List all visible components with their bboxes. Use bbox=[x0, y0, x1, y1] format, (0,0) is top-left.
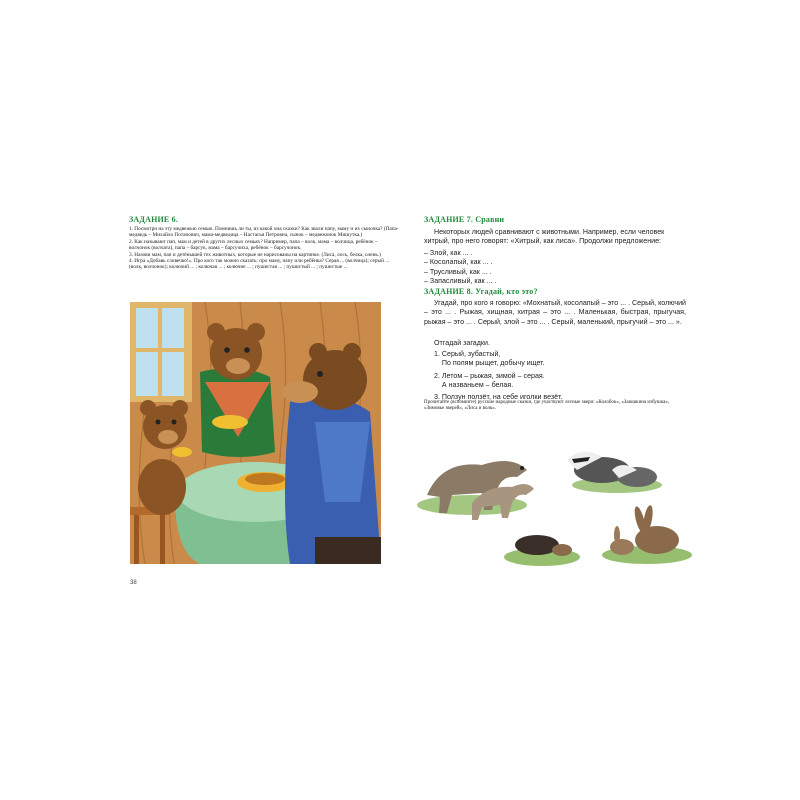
task6-paragraph-2: 2. Как называют пап, мам и детей в других лесных семьях? Например, папа – волк, мама – волчица, ребёнок – волчонок (волчата), папа – барсук, мама – барсучиха, ребёнок – барсучонок. bbox=[129, 238, 378, 252]
reading-note: Прочитайте (вспомните) русские народные сказки, где участвуют лесные звери: «Колобок», «Заюшкина избушка», «Зимовье зверей», «Лиса и волк». bbox=[424, 400, 670, 411]
riddle-line: 3. Ползун ползёт, на себе иголки везёт. bbox=[434, 393, 563, 402]
task8-text: Угадай, про кого я говорю: «Мохнатый, косолапый – это ... . Серый, колючий – это ... . Рыжая, хищная, хитрая – это ... . Маленькая, быстрая, прыгучая, рыжая – это ... . Серый, злой – это ... . Серый, маленький, прыгучий – это ... ». bbox=[424, 299, 686, 326]
task6-text bbox=[129, 226, 399, 271]
task7-list bbox=[424, 249, 497, 286]
right-page bbox=[412, 203, 697, 598]
task6-title: ЗАДАНИЕ 6. bbox=[129, 215, 179, 224]
book-spread bbox=[112, 203, 697, 598]
task6-paragraph-4: 4. Игра «Добавь словечко!». Про кого так можно сказать: про маму, папу или ребёнка? Серая ... (волчица); серый ... (волк, волчонок); колючий ... ; колючая ... ; колючие ... ; пушистая ... ; пушистый ... ; пушистые ... bbox=[129, 258, 390, 271]
page-number: 38 bbox=[130, 580, 137, 586]
task8-title: ЗАДАНИЕ 8. Угадай, кто это? bbox=[424, 287, 538, 296]
riddle-line: По полям рыщет, добычу ищет. bbox=[434, 359, 545, 368]
task7-title: ЗАДАНИЕ 7. Сравни bbox=[424, 215, 505, 224]
list-item: – Запасливый, как ... . bbox=[424, 276, 497, 285]
list-item: – Злой, как ... . bbox=[424, 249, 473, 257]
left-page bbox=[112, 203, 402, 598]
task8-subtitle: Отгадай загадки. bbox=[434, 339, 490, 347]
riddle-line: 2. Летом – рыжая, зимой – серая. bbox=[434, 371, 545, 380]
bear-family-illustration bbox=[130, 302, 381, 564]
task6-paragraph-1: 1. Посмотри на эту медвежью семью. Помнишь ли ты, из какой она сказки? Как звали папу, маму и их сыночка? (Папа-медведь – Михайло Потапович, мама-медведица – Настасья Петровна, сынок – медвежонок Мишутка.) bbox=[129, 226, 399, 239]
riddle-line: А названьем – белая. bbox=[434, 380, 514, 389]
task7-text: Некоторых людей сравнивают с животными. Например, если человек хитрый, про него говорят: «Хитрый, как лиса». Продолжи предложение: bbox=[424, 228, 665, 246]
list-item: – Косолапый, как ... . bbox=[424, 258, 493, 267]
list-item: – Трусливый, как ... . bbox=[424, 267, 492, 276]
riddle-line: 1. Серый, зубастый, bbox=[434, 350, 501, 358]
task6-paragraph-3: 3. Назови мам, пап и детёнышей тех животных, которые не нарисованы на картинке. (Лиса, лось, белка, олень.) bbox=[129, 251, 381, 258]
forest-animals-illustration bbox=[412, 415, 697, 575]
riddles-list bbox=[434, 350, 684, 402]
